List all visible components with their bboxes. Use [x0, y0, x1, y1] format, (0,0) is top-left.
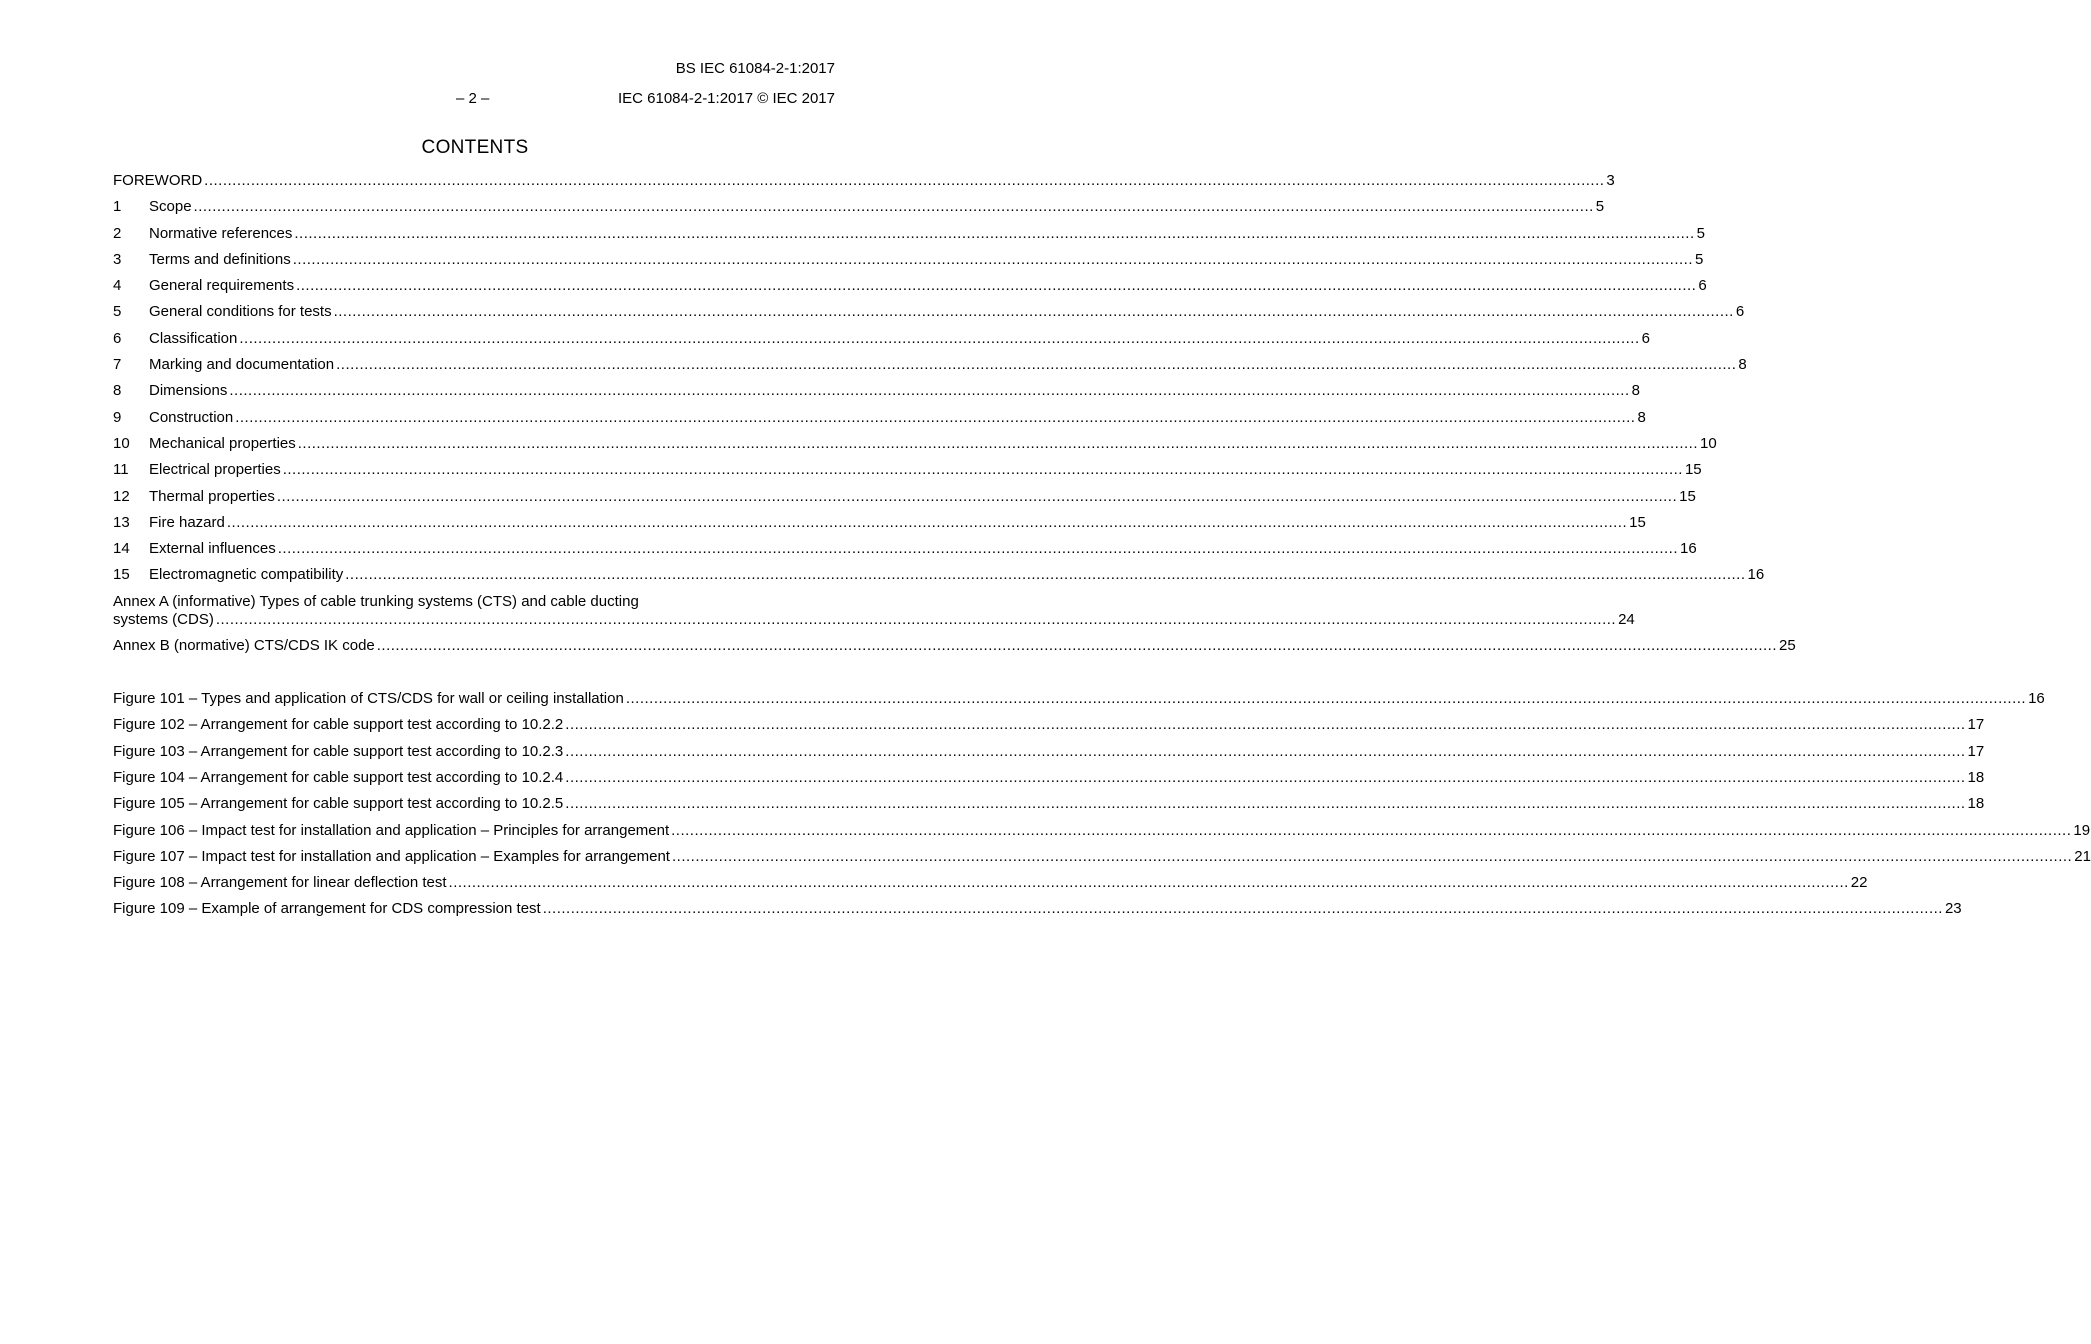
clause-number: 9	[113, 408, 122, 426]
dot-leader: ............................................................................................................................................................................................................................................................................................................	[565, 742, 1966, 760]
toc-entry-title: External influences	[149, 540, 276, 558]
figure-list	[113, 690, 2091, 927]
dot-leader: ............................................................................................................................................................................................................................................................................................................	[565, 795, 1966, 813]
table-of-contents	[113, 172, 2091, 927]
toc-entry-title: Scope	[149, 198, 192, 216]
toc-entry-title: Figure 106 – Impact test for installation and application – Principles for arrangement	[113, 821, 670, 839]
toc-entry-page: 17	[1967, 742, 1985, 760]
clause-number: 8	[113, 382, 122, 400]
toc-entry-title: Annex B (normative) CTS/CDS IK code	[113, 636, 375, 654]
clause-number: 12	[113, 487, 130, 505]
toc-entry-title-cont: systems (CDS)	[113, 610, 214, 628]
contents-heading: CONTENTS	[421, 137, 529, 158]
toc-entry-figure[interactable]	[113, 874, 1868, 900]
dot-leader: ............................................................................................................................................................................................................................................................................................................	[333, 303, 1734, 321]
toc-entry-title: Figure 109 – Example of arrangement for CDS compression test	[113, 900, 541, 918]
clause-number: 13	[113, 513, 130, 531]
toc-entry-title: Figure 103 – Arrangement for cable support test according to 10.2.3	[113, 742, 564, 760]
toc-entry-clause-11[interactable]	[113, 461, 1702, 487]
toc-entry-page: 15	[1684, 461, 1702, 479]
toc-entry-clause-8[interactable]	[113, 382, 1640, 408]
toc-entry-page: 18	[1967, 795, 1985, 813]
toc-entry-clause-4[interactable]	[113, 277, 1707, 303]
toc-entry-title: Marking and documentation	[149, 356, 335, 374]
toc-entry-title: General requirements	[149, 277, 295, 295]
toc-entry-figure[interactable]	[113, 847, 2091, 874]
toc-entry-title: Classification	[149, 329, 238, 347]
dot-leader: ............................................................................................................................................................................................................................................................................................................	[215, 610, 1617, 628]
dot-leader: ............................................................................................................................................................................................................................................................................................................	[292, 250, 1693, 268]
clause-number: 11	[113, 461, 129, 479]
toc-entry-page: 22	[1850, 874, 1868, 892]
toc-entry-figure[interactable]	[113, 821, 2091, 848]
dot-leader: ............................................................................................................................................................................................................................................................................................................	[226, 513, 1628, 531]
clause-number: 2	[113, 224, 122, 242]
dot-leader: ............................................................................................................................................................................................................................................................................................................	[625, 690, 2027, 708]
toc-entry-figure[interactable]	[113, 690, 2045, 716]
toc-entry-title: Mechanical properties	[149, 434, 296, 452]
dot-leader: ............................................................................................................................................................................................................................................................................................................	[565, 716, 1966, 734]
toc-entry-figure[interactable]	[113, 742, 1985, 769]
toc-entry-page: 16	[2028, 690, 2045, 708]
toc-entry-foreword[interactable]	[113, 172, 1615, 198]
toc-entry-page: 15	[1629, 513, 1646, 531]
dot-leader: ............................................................................................................................................................................................................................................................................................................	[336, 356, 1737, 374]
clause-number: 3	[113, 250, 122, 268]
dot-leader: ............................................................................................................................................................................................................................................................................................................	[448, 874, 1849, 892]
toc-entry-page: 23	[1944, 900, 1962, 918]
toc-entry-title: Thermal properties	[149, 487, 275, 505]
toc-entry-title: Fire hazard	[149, 513, 225, 531]
toc-entry-title: FOREWORD	[113, 172, 203, 189]
toc-entry-page: 18	[1967, 768, 1985, 786]
toc-entry-figure[interactable]	[113, 716, 1985, 742]
toc-entry-title: Dimensions	[149, 382, 228, 400]
toc-entry-page: 5	[1696, 224, 1705, 242]
toc-entry-page: 15	[1679, 487, 1696, 505]
toc-entry-clause-6[interactable]	[113, 329, 1650, 356]
toc-entry-annex-a[interactable]	[113, 592, 1635, 637]
dot-leader: ............................................................................................................................................................................................................................................................................................................	[276, 487, 1678, 505]
toc-entry-clause-1[interactable]	[113, 198, 1605, 224]
dot-leader: ............................................................................................................................................................................................................................................................................................................	[239, 329, 1640, 347]
toc-entry-page: 10	[1700, 434, 1717, 452]
toc-entry-title: Figure 104 – Arrangement for cable support test according to 10.2.4	[113, 768, 564, 786]
toc-entry-page: 24	[1618, 610, 1635, 628]
toc-entry-clause-15[interactable]	[113, 566, 1765, 592]
toc-entry-page: 8	[1637, 408, 1646, 426]
standard-designation: BS IEC 61084-2-1:2017	[675, 60, 835, 77]
toc-entry-page: 16	[1680, 540, 1697, 558]
toc-entry-page: 21	[2074, 847, 2091, 865]
toc-entry-page: 16	[1747, 566, 1765, 584]
toc-entry-annex-b[interactable]	[113, 636, 1796, 663]
toc-entry-title: Electromagnetic compatibility	[149, 566, 344, 584]
toc-entry-clause-7[interactable]	[113, 356, 1747, 382]
dot-leader: ............................................................................................................................................................................................................................................................................................................	[542, 900, 1943, 918]
clause-list	[113, 198, 1765, 592]
standard-copyright: IEC 61084-2-1:2017 © IEC 2017	[617, 90, 835, 107]
toc-entry-clause-12[interactable]	[113, 487, 1696, 514]
section-gap	[113, 663, 836, 690]
clause-number: 6	[113, 329, 122, 347]
page-number: – 2 –	[456, 90, 490, 107]
toc-entry-page: 25	[1779, 636, 1796, 654]
toc-entry-page: 6	[1698, 277, 1707, 295]
clause-number: 10	[113, 434, 130, 452]
toc-entry-title: Figure 101 – Types and application of CTS/CDS for wall or ceiling installation	[113, 690, 624, 708]
toc-entry-clause-13[interactable]	[113, 513, 1646, 540]
dot-leader: ............................................................................................................................................................................................................................................................................................................	[296, 277, 1697, 295]
dot-leader: ............................................................................................................................................................................................................................................................................................................	[193, 198, 1594, 216]
toc-entry-title: Figure 102 – Arrangement for cable support test according to 10.2.2	[113, 716, 564, 734]
toc-entry-title: General conditions for tests	[149, 303, 332, 321]
dot-leader: ............................................................................................................................................................................................................................................................................................................	[345, 566, 1746, 584]
dot-leader: ............................................................................................................................................................................................................................................................................................................	[229, 382, 1630, 400]
dot-leader: ............................................................................................................................................................................................................................................................................................................	[277, 540, 1678, 558]
toc-entry-figure[interactable]	[113, 900, 1962, 926]
dot-leader: ............................................................................................................................................................................................................................................................................................................	[282, 461, 1683, 479]
toc-entry-page: 17	[1967, 716, 1985, 734]
clause-number: 14	[113, 540, 130, 558]
toc-entry-clause-5[interactable]	[113, 303, 1745, 329]
clause-number: 4	[113, 277, 122, 295]
toc-entry-clause-10[interactable]	[113, 434, 1717, 461]
toc-entry-figure[interactable]	[113, 768, 1985, 795]
dot-leader: ............................................................................................................................................................................................................................................................................................................	[565, 768, 1966, 786]
dot-leader: ............................................................................................................................................................................................................................................................................................................	[235, 408, 1636, 426]
toc-entry-figure[interactable]	[113, 795, 1985, 821]
toc-entry-page: 3	[1606, 172, 1615, 189]
toc-entry-title: Normative references	[149, 224, 293, 242]
toc-entry-clause-14[interactable]	[113, 540, 1697, 566]
clause-number: 7	[113, 356, 122, 374]
toc-entry-title: Figure 105 – Arrangement for cable support test according to 10.2.5	[113, 795, 564, 813]
toc-entry-clause-9[interactable]	[113, 408, 1646, 435]
clause-number: 15	[113, 566, 130, 584]
toc-entry-page: 6	[1641, 329, 1650, 347]
toc-entry-page: 8	[1631, 382, 1640, 400]
toc-entry-title: Annex A (informative) Types of cable trunking systems (CTS) and cable ducting	[113, 592, 639, 610]
dot-leader: ............................................................................................................................................................................................................................................................................................................	[671, 821, 2072, 839]
toc-entry-clause-3[interactable]	[113, 250, 1704, 277]
toc-entry-title: Construction	[149, 408, 234, 426]
toc-entry-page: 6	[1735, 303, 1745, 321]
toc-entry-page: 5	[1695, 250, 1704, 268]
dot-leader: ............................................................................................................................................................................................................................................................................................................	[376, 636, 1778, 654]
toc-entry-page: 5	[1595, 198, 1605, 216]
dot-leader: ............................................................................................................................................................................................................................................................................................................	[204, 172, 1605, 189]
toc-entry-title: Figure 108 – Arrangement for linear deflection test	[113, 874, 447, 892]
clause-number: 5	[113, 303, 122, 321]
toc-entry-title: Figure 107 – Impact test for installation and application – Examples for arrangement	[113, 847, 670, 865]
clause-number: 1	[113, 198, 122, 216]
toc-entry-title: Electrical properties	[149, 461, 281, 479]
dot-leader: ............................................................................................................................................................................................................................................................................................................	[294, 224, 1695, 242]
dot-leader: ............................................................................................................................................................................................................................................................................................................	[297, 434, 1698, 452]
dot-leader: ............................................................................................................................................................................................................................................................................................................	[671, 847, 2073, 865]
toc-entry-page: 19	[2073, 821, 2091, 839]
toc-entry-clause-2[interactable]	[113, 224, 1705, 251]
toc-entry-page: 8	[1738, 356, 1747, 374]
toc-entry-title: Terms and definitions	[149, 250, 291, 268]
